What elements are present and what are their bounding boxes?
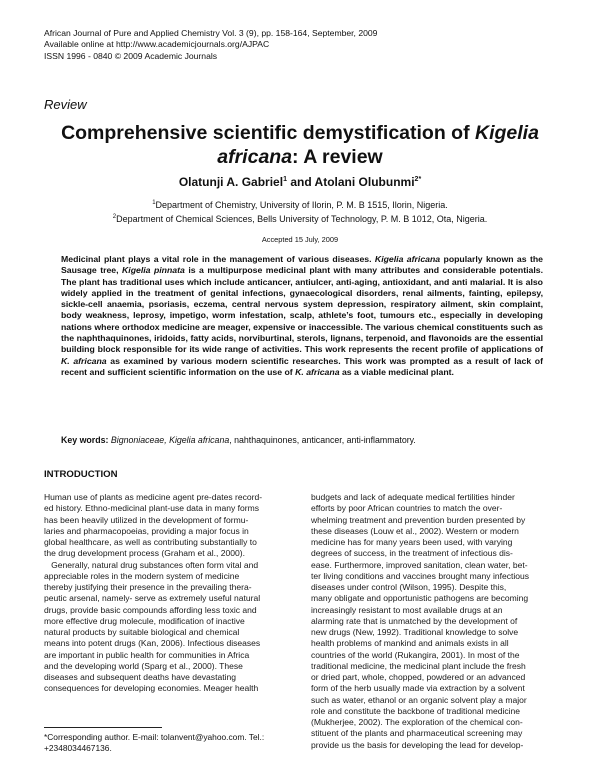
text-line: stituent of the plants and pharmaceutical screening may: [311, 728, 523, 739]
text-line: these diseases (Louw et al., 2002). Western or modern: [311, 525, 519, 536]
introduction-heading: INTRODUCTION: [44, 469, 118, 480]
text-line: consequences for developing economies. Meager health: [44, 683, 259, 694]
text-line: role and constitute the backbone of traditional medicine: [311, 705, 521, 716]
text-line: increasingly resistant to most available drugs at an: [311, 604, 503, 615]
journal-citation: African Journal of Pure and Applied Chemistry Vol. 3 (9), pp. 158-164, September, 2009: [44, 28, 378, 38]
author-conjunction: and: [286, 175, 315, 189]
text-line: form of the herb usually made via extraction by a solvent: [311, 683, 525, 694]
text-line: thereby justifying their presence in the prevailing thera-: [44, 582, 252, 592]
text-line: countries of the world (Rukangira, 2001). In most of the: [311, 649, 520, 660]
text-line: peutic arsenal, namely- serve as extremely useful natural: [44, 593, 261, 604]
text-line: whelming treatment and prevention burden presented by: [311, 514, 526, 525]
affiliation-1-text: Department of Chemistry, University of Ilorin, P. M. B 1515, Ilorin, Nigeria.: [155, 200, 448, 210]
title-italic-species: africana: [217, 146, 293, 168]
text-line: ed history. Ethno-medicinal plant-use data in many forms: [44, 503, 260, 514]
keywords: [61, 435, 543, 446]
article-title: [44, 121, 556, 169]
affiliation-2: [44, 212, 556, 226]
accepted-date: Accepted 15 July, 2009: [261, 235, 339, 244]
text-line: laries and pharmacopoeias, providing a major focus in: [44, 525, 249, 536]
footnote-divider: [44, 727, 162, 728]
text-line: global healthcare, as well as contributing substantially to: [44, 537, 257, 547]
keywords-label: Key words:: [61, 435, 111, 445]
abstract-text-5: as a viable medicinal plant.: [339, 366, 454, 377]
text-line: efforts by poor African countries to match the over-: [311, 503, 503, 514]
text-line: degrees of success, in the treatment of infectious dis-: [311, 548, 513, 559]
abstract-text-4: as examined by various modern scientific researches. This work was prompted as a result of lack of recent and sufficient scientific information on the use of: [61, 355, 543, 377]
title-text-2: : A review: [292, 146, 383, 168]
affiliation-1: [44, 198, 556, 212]
author-2-sup: 2*: [414, 176, 422, 183]
text-line: are important in public health for communities in Africa: [44, 649, 250, 660]
article-type-label: Review: [44, 97, 87, 112]
title-italic-genus: Kigelia: [475, 122, 539, 144]
affiliations: [44, 198, 556, 225]
abstract-text-3: is a multipurpose medicinal plant with many attributes and considerable potentials. The plant has traditional uses which include anticancer, antiulcer, anti-aging, antioxidant, and anti malarial. It is also widely applied in the treatment of genital infections, gynaecological disorders, renal ailments, fainting, epilepsy, sickle-cell anaemia, psoriasis, eczema, central nervous system depression, respiratory ailment, skin complaint, body weakness, leprosy, impetigo, worm infestation, scalp, athlete’s foot, tumours etc., especially in developing nations where orthodox medicine are meager, expensive or inaccessible. The various chemical constituents such as the naphthaquinones, iridoids, fatty acids, norviburtinal, sterols, lignans, terpenoid, and flavonoids are the essential building block responsible for its wide range of activities. This work represents the recent profile of applications of: [61, 265, 543, 355]
affiliation-2-sup: 2: [112, 213, 117, 220]
text-line: traditional medicine, the medicinal plant include the fresh: [311, 660, 526, 671]
text-line: such as water, ethanol or an organic solvent play a major: [311, 694, 527, 705]
keywords-italic: Bignoniaceae, Kigelia africana: [110, 435, 230, 445]
abstract-text-1: Medicinal plant plays a vital role in the management of various diseases.: [61, 254, 375, 264]
text-line: has been heavily utilized in the development of formu-: [44, 514, 249, 525]
text-line: (Mukherjee, 2002). The exploration of the chemical con-: [311, 717, 523, 727]
text-line: provide us the basis for developing the lead for develop-: [311, 739, 524, 750]
abstract-italic-4: K. africana: [295, 366, 340, 377]
text-line: medicine has for many years been used, with varying: [311, 537, 513, 547]
text-line: health problems of mankind and animals exists in all: [311, 638, 509, 649]
text-line: Generally, natural drug substances often form vital and: [44, 559, 259, 570]
issn-line: ISSN 1996 - 0840 © 2009 Academic Journals: [44, 50, 218, 61]
abstract-text-2: popularly known as the Sausage tree,: [61, 254, 543, 276]
footnote-line-2: +2348034467136.: [44, 743, 112, 753]
footnote-line-1: *Corresponding author. E-mail: tolanvent@yahoo.com. Tel.:: [44, 732, 265, 742]
text-line: the drug development process (Graham et al., 2000).: [44, 548, 245, 559]
text-line: diseases and subsequent deaths have devastating: [44, 672, 236, 682]
right-column: [311, 492, 561, 751]
text-line: new drugs (New, 1992). Traditional knowledge to solve: [311, 627, 519, 637]
text-line: means into potent drugs (Kan, 2006). Infectious diseases: [44, 638, 261, 649]
text-line: Human use of plants as medicine agent pre-dates record-: [44, 492, 263, 502]
available-online-line: Available online at http://www.academicjournals.org/AJPAC: [44, 39, 270, 50]
text-line: drugs, provide basic compounds affording less toxic and: [44, 604, 257, 615]
author-1: Olatunji A. Gabriel: [178, 175, 284, 189]
title-text-1: Comprehensive scientific demystification of: [61, 122, 475, 144]
text-line: natural products by suitable biological and chemical: [44, 627, 240, 637]
author-line: [44, 175, 556, 189]
text-line: ease. Furthermore, improved sanitation, clean water, bet-: [311, 559, 528, 570]
text-line: alarming rate that is unmatched by the development of: [311, 615, 518, 626]
text-line: diseases under control (Wilson, 1995). Despite this,: [311, 582, 507, 592]
keywords-rest: , nahthaquinones, anticancer, anti-inflammatory.: [229, 435, 416, 445]
author-1-sup: 1: [283, 176, 287, 183]
text-line: ter living conditions and vaccines brought many infectious: [311, 570, 530, 581]
journal-header: [44, 28, 377, 62]
text-line: and the developing world (Sparg et al., 2000). These: [44, 660, 243, 671]
text-line: or dried part, whole, chopped, powdered or an advanced: [311, 672, 526, 682]
text-line: more effective drug molecule, modification of inactive: [44, 615, 245, 626]
abstract-italic-3: K. africana: [61, 355, 107, 366]
text-line: budgets and lack of adequate medical fertilities hinder: [311, 492, 515, 502]
corresponding-author-footnote: [44, 732, 296, 754]
author-2: Atolani Olubunmi: [314, 175, 415, 189]
abstract-italic-2: Kigelia pinnata: [122, 265, 185, 276]
abstract: [61, 254, 543, 378]
text-line: appreciable roles in the modern system of medicine: [44, 570, 240, 581]
text-line: many obligate and opportunistic pathogens are becoming: [311, 593, 529, 604]
abstract-italic-1: Kigelia africana: [374, 254, 441, 264]
affiliation-2-text: Department of Chemical Sciences, Bells University of Technology, P. M. B 1012, Ota, Nigeria.: [116, 213, 488, 224]
left-column: [44, 492, 296, 695]
affiliation-1-sup: 1: [152, 200, 156, 206]
